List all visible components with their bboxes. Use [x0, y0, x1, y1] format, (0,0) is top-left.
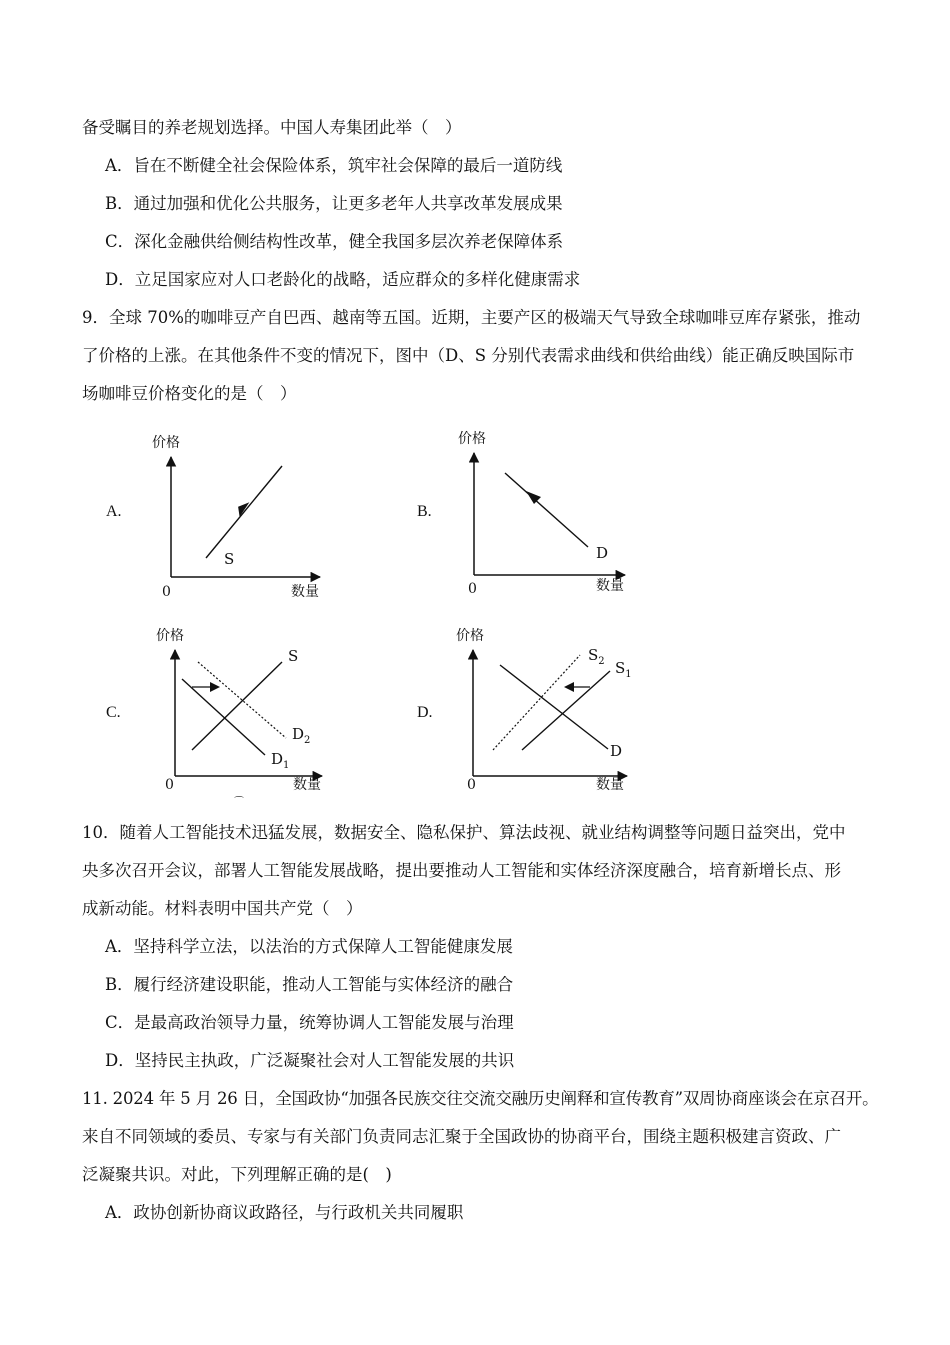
- graph-c: [140, 622, 350, 807]
- graph-b-origin: 0: [468, 581, 477, 597]
- graph-c-x-label: 数量: [293, 777, 321, 793]
- graph-c-origin: 0: [165, 777, 174, 793]
- question-11-stem-line-1: 11. 2024 年 5 月 26 日，全国政协“加强各民族交往交流交融历史阐释和宣传教育”双周协商座谈会在京召开。: [82, 1089, 879, 1108]
- graph-d: [440, 622, 650, 807]
- question-8-stem-tail: 备受瞩目的养老规划选择。中国人寿集团此举（ ）: [82, 118, 462, 137]
- graph-c-demand-curve-d2: [198, 662, 286, 738]
- graph-d-d-label: D: [610, 742, 623, 760]
- graph-a-direction-arrow: [238, 502, 250, 518]
- q8-option-c[interactable]: C．深化金融供给侧结构性改革，健全我国多层次养老保障体系: [105, 232, 564, 251]
- graph-b-x-label: 数量: [596, 578, 624, 594]
- graph-c-s-label: S: [288, 647, 299, 665]
- graph-c-cut-glyph: ⌒: [234, 797, 244, 808]
- graph-d-s1-label: $S_1$: [615, 659, 632, 680]
- graph-d-s2-label: $S_2$: [588, 646, 605, 667]
- graph-a: [140, 425, 340, 605]
- graph-c-shift-arrowhead: [210, 682, 220, 692]
- question-9-stem-line-3: 场咖啡豆价格变化的是（ ）: [82, 384, 297, 403]
- q11-option-a[interactable]: A．政协创新协商议政路径，与行政机关共同履职: [105, 1203, 464, 1222]
- graph-b-curve-label: D: [596, 544, 609, 562]
- graph-option-b-label[interactable]: B.: [417, 503, 432, 520]
- q8-option-d[interactable]: D．立足国家应对人口老龄化的战略，适应群众的多样化健康需求: [105, 270, 581, 289]
- graph-d-y-label: 价格: [456, 628, 484, 644]
- q10-option-b[interactable]: B．履行经济建设职能，推动人工智能与实体经济的融合: [105, 975, 514, 994]
- graph-option-a-label[interactable]: A.: [106, 503, 122, 520]
- graph-d-supply-curve-s1: [522, 671, 610, 750]
- q10-option-c[interactable]: C．是最高政治领导力量，统筹协调人工智能发展与治理: [105, 1013, 514, 1032]
- question-9-stem-line-2: 了价格的上涨。在其他条件不变的情况下，图中（D、S 分别代表需求曲线和供给曲线）能正确反映国际市: [82, 346, 855, 365]
- graph-a-supply-curve: [206, 466, 282, 558]
- question-11-stem-line-2: 来自不同领域的委员、专家与有关部门负责同志汇聚于全国政协的协商平台，围绕主题积极建言资政、广: [82, 1127, 841, 1146]
- graph-c-supply-curve: [192, 662, 282, 750]
- question-10-stem-line-2: 央多次召开会议，部署人工智能发展战略，提出要推动人工智能和实体经济深度融合，培育新增长点、形: [82, 861, 841, 880]
- graph-option-c-label[interactable]: C.: [106, 704, 121, 721]
- graph-d-x-label: 数量: [596, 777, 624, 793]
- graph-a-origin: 0: [162, 584, 171, 600]
- q8-option-b[interactable]: B．通过加强和优化公共服务，让更多老年人共享改革发展成果: [105, 194, 563, 213]
- graph-c-d1-label: $D_1$: [271, 750, 290, 771]
- question-11-stem-line-3: 泛凝聚共识。对此，下列理解正确的是( ): [82, 1165, 392, 1184]
- graph-c-y-label: 价格: [156, 628, 184, 644]
- question-9-stem-line-1: 9．全球 70%的咖啡豆产自巴西、越南等五国。近期，主要产区的极端天气导致全球咖啡豆库存紧张，推动: [82, 308, 861, 327]
- graph-c-d2-label: $D_2$: [292, 725, 311, 746]
- graph-d-demand-curve: [500, 665, 608, 749]
- graph-a-x-label: 数量: [291, 584, 319, 600]
- graph-a-curve-label: S: [224, 550, 235, 568]
- q8-option-a[interactable]: A．旨在不断健全社会保险体系，筑牢社会保障的最后一道防线: [105, 156, 563, 175]
- graph-b: [440, 425, 640, 605]
- graph-option-d-label[interactable]: D.: [417, 704, 433, 721]
- q10-option-d[interactable]: D．坚持民主执政，广泛凝聚社会对人工智能发展的共识: [105, 1051, 515, 1070]
- graph-d-origin: 0: [467, 777, 476, 793]
- q10-option-a[interactable]: A．坚持科学立法，以法治的方式保障人工智能健康发展: [105, 937, 513, 956]
- graph-b-demand-curve: [505, 473, 588, 547]
- question-10-stem-line-3: 成新动能。材料表明中国共产党（ ）: [82, 899, 363, 918]
- graph-b-direction-arrow: [526, 491, 541, 504]
- graph-a-y-label: 价格: [152, 435, 180, 451]
- question-10-stem-line-1: 10．随着人工智能技术迅猛发展，数据安全、隐私保护、算法歧视、就业结构调整等问题日益突出，党中: [82, 823, 846, 842]
- graph-d-shift-arrowhead: [564, 682, 574, 692]
- graph-b-y-label: 价格: [458, 431, 486, 447]
